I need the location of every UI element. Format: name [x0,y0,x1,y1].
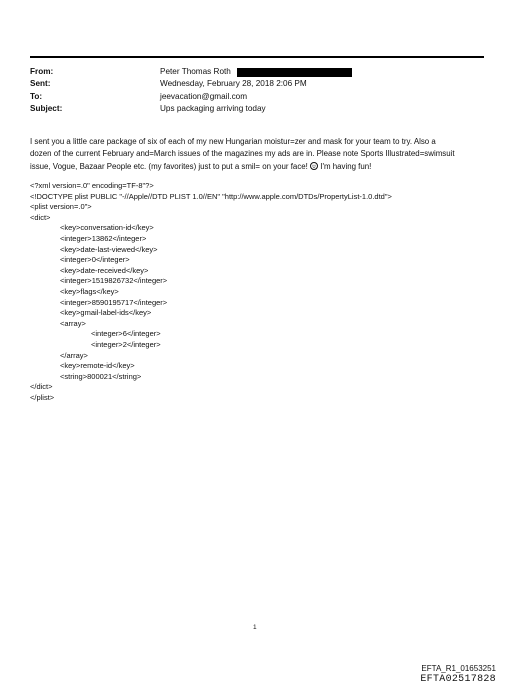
code-line: <!DOCTYPE plist PUBLIC "-//Apple//DTD PLIST 1.0//EN" "http://www.apple.com/DTDs/PropertyList-1.0.dtd"> [30,191,392,201]
subject-value: Ups packaging arriving today [160,104,266,114]
subject-label: Subject: [30,104,63,114]
to-label: To: [30,91,43,101]
code-line: <integer>6</integer> [91,329,161,339]
to-value: jeevacation@gmail.com [160,91,248,101]
email-header [30,66,490,116]
email-body [30,136,494,173]
code-line: <array> [60,318,86,328]
code-line: <key>flags</key> [60,286,119,296]
code-line: <integer>8590195717</integer> [60,297,168,307]
from-label: From: [30,67,54,76]
code-line: <integer>2</integer> [91,339,161,349]
code-line: </dict> [30,382,53,392]
code-line: <key>remote-id</key> [60,361,135,371]
body-line: issue, Vogue, Bazaar People etc. (my favorites) just to put a smil= on your face! I'm having fun! [30,161,372,171]
code-line: <key>conversation-id</key> [60,223,154,233]
header-rule [30,56,484,58]
code-line: <key>date-last-viewed</key> [60,244,158,254]
body-line: dozen of the current February and=March issues of the magazines my ads are in. Please note Sports Illustrated=swimsuit [30,149,455,159]
from-row [30,66,490,78]
code-line: <?xml version=.0" encoding=TF-8"?> [30,181,154,190]
code-line: <plist version=.0"> [30,202,92,212]
code-line: <integer>13862</integer> [60,233,147,243]
code-line: </array> [60,350,88,360]
reference-code-1: EFTA_R1_01653251 [421,664,496,673]
reference-code-2: EFTA02517828 [420,674,496,685]
sent-label: Sent: [30,79,51,89]
plist-code-block [30,181,500,403]
smiley-icon [310,162,318,170]
code-line: <integer>0</integer> [60,255,130,265]
code-line: <integer>1519826732</integer> [60,276,168,286]
body-line: I sent you a little care package of six of each of my new Hungarian moistur=zer and mask for your team to try. Also a [30,137,436,146]
sent-row [30,78,490,90]
code-line: <key>gmail-label-ids</key> [60,308,152,318]
code-line: <string>800021</string> [60,371,142,381]
subject-row [30,103,490,115]
code-line: </plist> [30,392,55,402]
page-number: 1 [253,624,257,631]
redaction-box [237,68,352,77]
to-row [30,91,490,103]
code-line: <dict> [30,212,51,222]
from-value: Peter Thomas Roth [160,67,231,76]
sent-value: Wednesday, February 28, 2018 2:06 PM [160,79,307,89]
code-line: <key>date-received</key> [60,265,149,275]
